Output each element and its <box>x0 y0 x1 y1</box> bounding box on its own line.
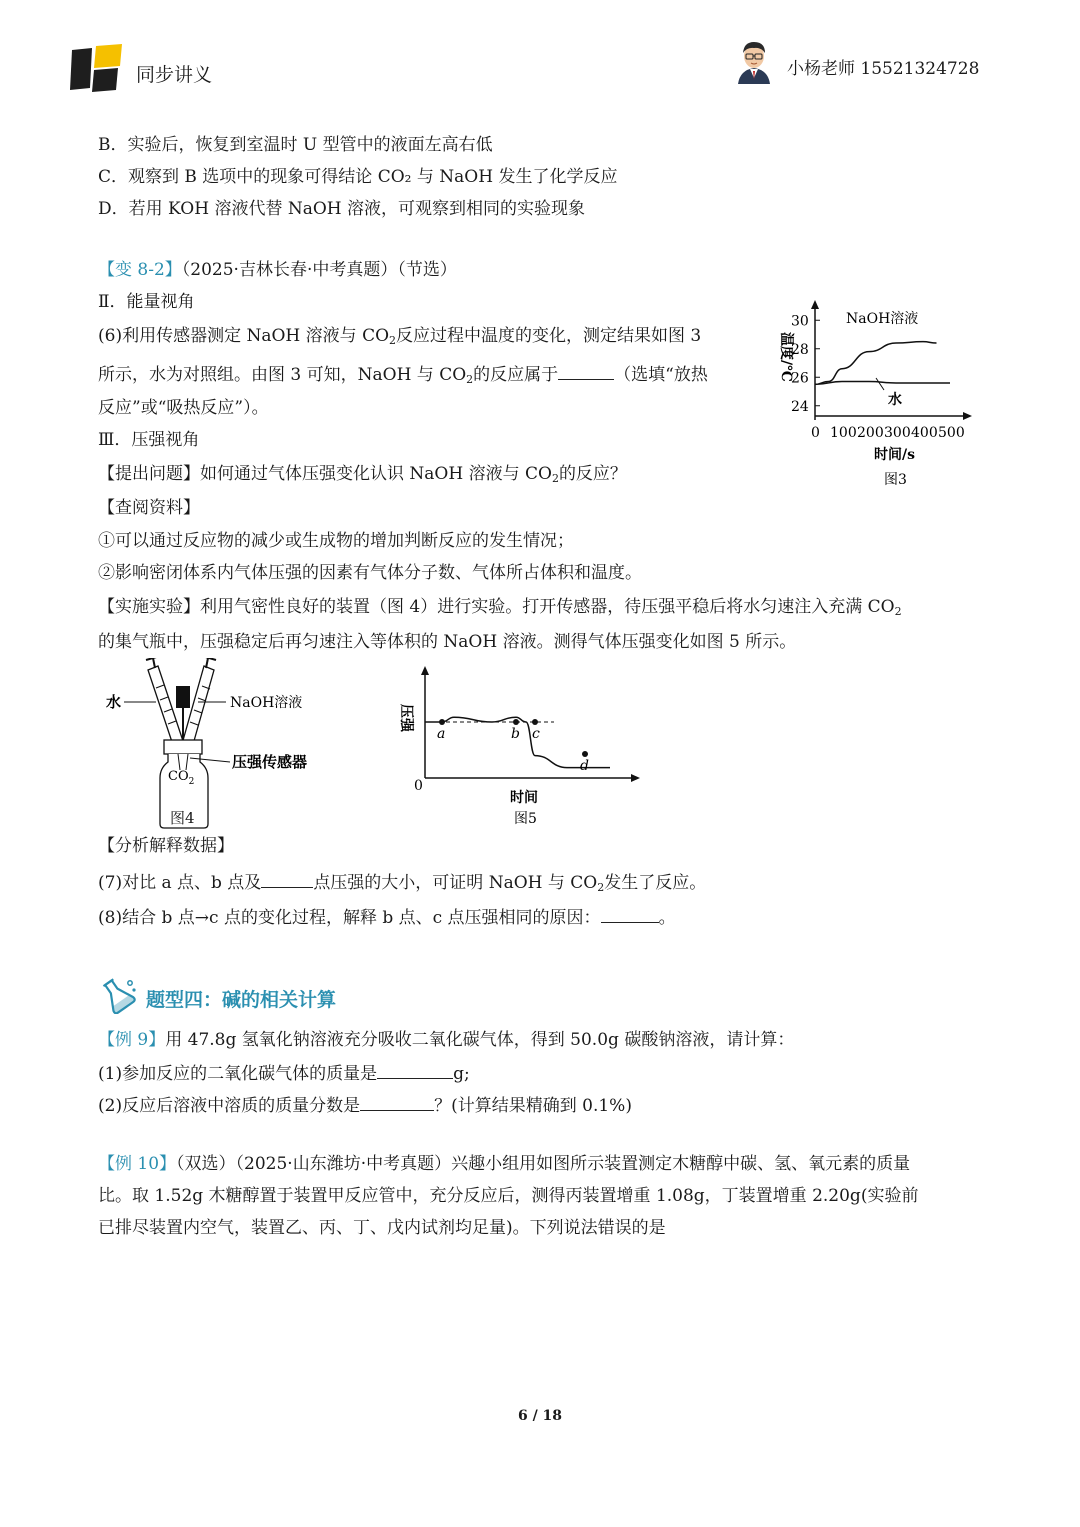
fig5-xlabel: 时间 <box>510 790 538 806</box>
fig3-xlabel: 时间/s <box>874 447 915 463</box>
option-d: D．若用 KOH 溶液代替 NaOH 溶液，可观察到相同的实验现象 <box>98 199 586 219</box>
page-number: 6 / 18 <box>517 1408 563 1424</box>
fig5-caption: 图5 <box>514 811 537 827</box>
part-pressure: Ⅲ．压强视角 <box>98 430 200 450</box>
q6-line2 <box>98 361 708 392</box>
fig3-xtick-label: 500 <box>938 425 965 441</box>
ex9-q2-text-a: (2)反应后溶液中溶质的质量分数是 <box>98 1096 361 1116</box>
co2-subscript: 2 <box>466 373 474 386</box>
experiment-line2: 的集气瓶中，压强稳定后再匀速注入等体积的 NaOH 溶液。测得气体压强变化如图 5 所示。 <box>98 632 797 652</box>
fig4-sensor-label: 压强传感器 <box>232 753 308 771</box>
option-b: B．实验后，恢复到室温时 U 型管中的液面左高右低 <box>98 135 493 155</box>
ask-text-a: 【提出问题】如何通过气体压强变化认识 NaOH 溶液与 CO <box>98 464 552 484</box>
q6-line3: 反应”或“吸热反应”）。 <box>98 398 269 418</box>
ex9-q2-blank[interactable] <box>360 1092 434 1111</box>
q8-line <box>98 904 676 930</box>
fig3-xtick-label: 0 <box>811 425 820 441</box>
ref-item-2: ②影响密闭体系内气体压强的因素有气体分子数、气体所占体积和温度。 <box>98 563 642 583</box>
ask-text-b: 的反应？ <box>558 464 627 484</box>
fig3-series-water <box>815 382 950 385</box>
fig3-x-arrow <box>963 412 972 420</box>
experiment-line1 <box>98 595 902 624</box>
fig3-xtick-label: 200 <box>857 425 884 441</box>
q7-answer-blank[interactable] <box>261 869 313 888</box>
q7-text-c: 发生了反应。 <box>604 873 707 893</box>
ex9-q2-text-b: ？(计算结果精确到 0.1%) <box>434 1096 632 1116</box>
fig4-co2-sub: 2 <box>188 777 195 787</box>
fig3-xtick-label: 100 <box>830 425 857 441</box>
fig3-water-label: 水 <box>888 392 902 408</box>
fig5-ylabel: 压强 <box>398 704 414 732</box>
fig5-label-c: c <box>532 726 540 742</box>
fig5-y-arrow <box>421 666 429 675</box>
fig5-x-arrow <box>631 774 640 782</box>
co2-subscript: 2 <box>389 334 397 347</box>
fig5-label-b: b <box>511 726 520 742</box>
ask-question <box>98 462 627 491</box>
sensor-probe <box>176 686 190 708</box>
flask-icon <box>96 976 138 1014</box>
ref-heading: 【查阅资料】 <box>98 498 200 518</box>
logo <box>70 44 126 92</box>
fig3-ytick-label: 28 <box>791 341 809 358</box>
q8-text-b: 。 <box>658 908 676 928</box>
variant-source: （2025·吉林长春·中考真题）（节选） <box>181 260 457 280</box>
ex9-q2 <box>98 1092 632 1118</box>
fig4-co2-text: CO <box>168 769 189 784</box>
fig5-origin: 0 <box>414 778 423 794</box>
fig3-ytick-label: 26 <box>791 370 809 387</box>
q7-line <box>98 869 706 900</box>
ex9-q1-text-a: (1)参加反应的二氧化碳气体的质量是 <box>98 1064 378 1084</box>
variant-heading <box>98 258 457 282</box>
ex9-q1 <box>98 1060 470 1086</box>
q6-text-e: （选填“放热 <box>614 365 708 385</box>
fig3-ytick-label: 30 <box>791 313 809 330</box>
q6-answer-blank[interactable] <box>558 361 614 380</box>
bottle-stopper <box>164 740 202 754</box>
q6-text-b: 反应过程中温度的变化，测定结果如图 3 <box>396 326 702 346</box>
co2-subscript: 2 <box>551 472 559 485</box>
fig3-ytick-label: 24 <box>791 398 809 415</box>
ex10-line1 <box>98 1152 910 1176</box>
fig4-naoh-label: NaOH溶液 <box>230 695 303 711</box>
experiment-text-a: 【实施实验】利用气密性良好的装置（图 4）进行实验。打开传感器，待压强平稳后将水匀速注入充满 CO <box>98 597 895 617</box>
q8-text-a: (8)结合 b 点→c 点的变化过程，解释 b 点、c 点压强相同的原因： <box>98 908 601 928</box>
fig3-naoh-label: NaOH溶液 <box>846 311 919 327</box>
fig3-chart <box>760 296 980 496</box>
q6-text-d: 的反应属于 <box>473 365 559 385</box>
fig4-apparatus <box>100 658 360 830</box>
fig3-xtick-label: 300 <box>884 425 911 441</box>
fig5-label-a: a <box>437 726 446 742</box>
fig3-caption: 图3 <box>884 472 907 488</box>
section-title: 题型四：碱的相关计算 <box>146 989 337 1011</box>
ex9-q1-blank[interactable] <box>377 1060 453 1079</box>
q7-text-a: (7)对比 a 点、b 点及 <box>98 873 262 893</box>
ex10-line3: 已排尽装置内空气，装置乙、丙、丁、戊内试剂均足量)。下列说法错误的是 <box>98 1218 666 1238</box>
fig4-water-label: 水 <box>106 693 122 711</box>
analysis-heading: 【分析解释数据】 <box>98 836 234 856</box>
ex10-text-1: （双选）（2025·山东潍坊·中考真题）兴趣小组用如图所示装置测定木糖醇中碳、氢、氧元素的质量 <box>176 1154 911 1174</box>
co2-subscript: 2 <box>894 605 902 618</box>
fig3-xtick-label: 400 <box>911 425 938 441</box>
fig5-point-d <box>582 751 588 757</box>
fig5-chart <box>392 662 648 830</box>
part-energy: Ⅱ．能量视角 <box>98 292 195 312</box>
header-title: 同步讲义 <box>136 64 213 86</box>
fig4-caption: 图4 <box>170 809 195 827</box>
co2-subscript: 2 <box>597 881 605 894</box>
ex10-line2: 比。取 1.52g 木糖醇置于装置甲反应管中，充分反应后，测得丙装置增重 1.08g，丁装置增重 2.20g(实验前 <box>98 1186 919 1206</box>
option-c: C．观察到 B 选项中的现象可得结论 CO₂ 与 NaOH 发生了化学反应 <box>98 167 618 187</box>
fig3-water-leader <box>876 378 884 390</box>
ex9-q1-text-b: g; <box>453 1064 470 1084</box>
variant-tag: 【变 8-2】 <box>98 260 182 280</box>
fig5-point-a <box>439 719 445 725</box>
teacher-avatar <box>734 38 774 84</box>
ref-item-1: ①可以通过反应物的减少或生成物的增加判断反应的发生情况； <box>98 531 574 551</box>
fig5-point-b <box>513 719 519 725</box>
fig5-point-c <box>532 719 538 725</box>
fig3-y-arrow <box>811 300 819 309</box>
fig5-label-d: d <box>580 758 589 774</box>
ex9-heading <box>98 1028 794 1052</box>
q8-answer-blank[interactable] <box>601 904 659 923</box>
q6-text-c: 所示，水为对照组。由图 3 可知，NaOH 与 CO <box>98 365 467 385</box>
ex10-tag: 【例 10】 <box>98 1154 177 1174</box>
ex9-tag: 【例 9】 <box>98 1030 166 1050</box>
ex9-text: 用 47.8g 氢氧化钠溶液充分吸收二氧化碳气体，得到 50.0g 碳酸钠溶液，请计算： <box>165 1030 795 1050</box>
q6-line1 <box>98 324 701 353</box>
teacher-contact: 小杨老师 15521324728 <box>787 59 980 79</box>
fig3-series-naoh <box>815 342 937 385</box>
fig3-ylabel: 温度/℃ <box>778 332 794 382</box>
q6-text-a: (6)利用传感器测定 NaOH 溶液与 CO <box>98 326 390 346</box>
q7-text-b: 点压强的大小，可证明 NaOH 与 CO <box>313 873 598 893</box>
